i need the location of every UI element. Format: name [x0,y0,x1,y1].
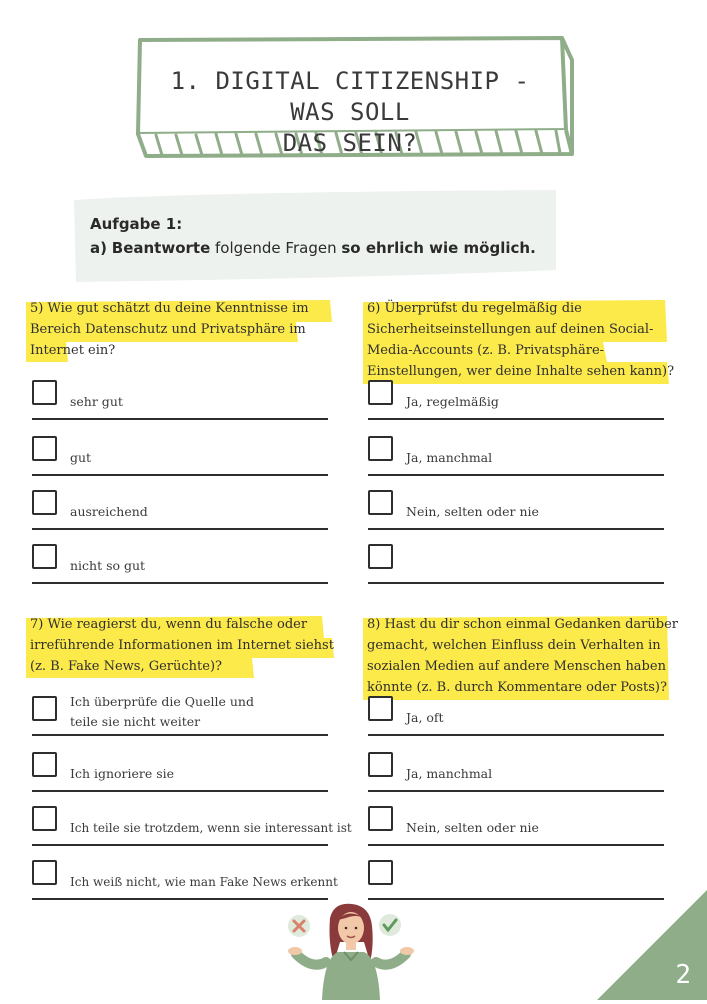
task-heading: Aufgabe 1: [90,215,183,233]
answer-line [32,474,328,476]
q8-option-3 [368,806,664,846]
checkbox[interactable] [368,544,393,569]
task-bold-verb: Beantworte [111,239,211,257]
task-instructions [90,212,536,260]
task-prefix: a) [90,239,107,257]
student-illustration [286,902,416,1000]
checkbox[interactable] [368,696,393,721]
q5-option-1 [32,380,328,420]
answer-line [368,582,664,584]
checkbox[interactable] [32,380,57,405]
option-label: Ich überprüfe die Quelle und teile sie nicht weiter [70,694,254,729]
checkbox[interactable] [32,806,57,831]
answer-line [32,790,328,792]
answer-line [368,528,664,530]
answer-line [368,734,664,736]
option-label: Nein, selten oder nie [406,820,539,835]
q8-option-1 [368,696,664,736]
answer-line [368,844,664,846]
task-normal-text: folgende Fragen [215,239,337,257]
q7-option-1 [32,696,328,736]
answer-line [32,898,328,900]
option-label: Ich weiß nicht, wie man Fake News erkennt [70,875,338,889]
answer-line [368,790,664,792]
question-5: 5) Wie gut schätzt du deine Kenntnisse im Bereich Datenschutz und Privatsphäre im Internet ein? [30,298,340,361]
q5-option-3 [32,490,328,530]
checkbox[interactable] [32,544,57,569]
q6-option-1 [368,380,664,420]
option-label: ausreichend [70,504,148,519]
q8-option-2 [368,752,664,792]
checkbox[interactable] [368,752,393,777]
checkbox[interactable] [368,806,393,831]
option-label: Ja, manchmal [406,766,493,781]
question-7: 7) Wie reagierst du, wenn du falsche oder irreführende Informationen im Internet siehst (z. B. Fake News, Gerüchte)? [30,614,350,677]
checkbox[interactable] [368,490,393,515]
check-icon [379,914,401,936]
option-label: Ich teile sie trotzdem, wenn sie interessant ist [70,821,352,835]
q7-option-2 [32,752,328,792]
q7-option-3 [32,806,352,846]
answer-line [32,582,328,584]
answer-line [32,528,328,530]
option-label: gut [70,450,92,465]
answer-line [32,418,328,420]
answer-line [368,474,664,476]
option-label: sehr gut [70,394,123,409]
option-label: nicht so gut [70,558,146,573]
checkbox[interactable] [368,380,393,405]
checkbox[interactable] [32,860,57,885]
answer-line [32,734,328,736]
checkbox[interactable] [32,490,57,515]
q6-option-3 [368,490,664,530]
answer-line [32,844,328,846]
checkbox[interactable] [32,696,57,721]
checkbox[interactable] [368,436,393,461]
q6-option-2 [368,436,664,476]
checkbox[interactable] [32,436,57,461]
q5-option-2 [32,436,328,476]
q6-option-4 [368,544,664,584]
page-number: 2 [675,960,691,990]
cross-icon [288,915,310,937]
option-label: Ich ignoriere sie [70,766,175,781]
option-label: Nein, selten oder nie [406,504,539,519]
question-8: 8) Hast du dir schon einmal Gedanken darüber gemacht, welchen Einfluss dein Verhalten in sozialen Medien auf andere Menschen haben könnte (z. B. durch Kommentare oder Posts)? [367,614,687,698]
checkbox[interactable] [32,752,57,777]
option-label: Ja, manchmal [406,450,493,465]
option-label: Ja, oft [406,710,444,725]
q7-option-4 [32,860,338,900]
answer-line [368,418,664,420]
question-6: 6) Überprüfst du regelmäßig die Sicherheitseinstellungen auf deinen Social- Media-Accounts (z. B. Privatsphäre- Einstellungen, wer deine Inhalte sehen kann)? [367,298,687,382]
q5-option-4 [32,544,328,584]
option-label: Ja, regelmäßig [406,394,499,409]
page-title: 1. DIGITAL CITIZENSHIP - WAS SOLL DAS SEIN? [170,67,530,157]
task-bold-phrase: so ehrlich wie möglich. [341,239,536,257]
checkbox[interactable] [368,860,393,885]
